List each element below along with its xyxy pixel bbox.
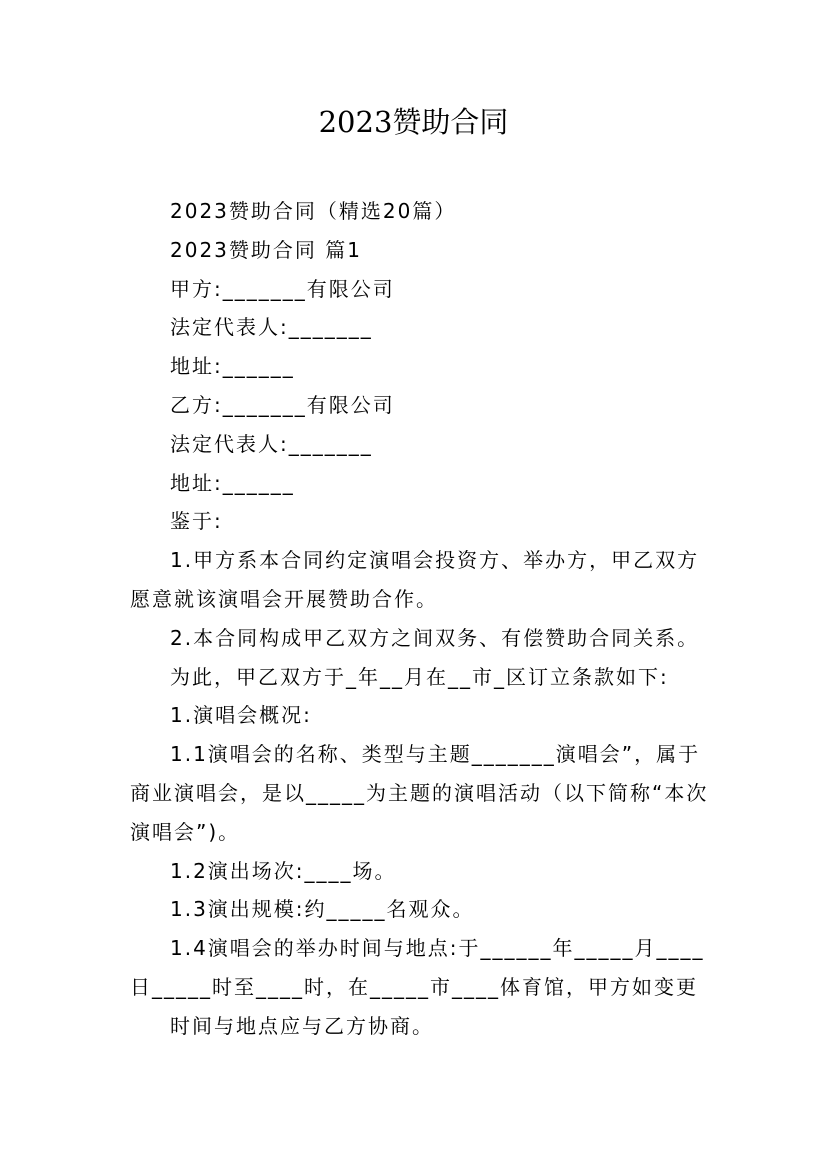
paragraph-party-b-representative: 法定代表人:_______ — [170, 431, 373, 456]
paragraph-clause: 2.本合同构成甲乙双方之间双务、有偿赞助合同关系。 — [170, 625, 700, 650]
paragraph-clause: 为此，甲乙双方于_年__月在__市_区订立条款如下: — [170, 664, 669, 689]
paragraph-party-b: 乙方:_______有限公司 — [170, 392, 395, 417]
paragraph-section-heading: 2023赞助合同 篇1 — [170, 237, 362, 262]
paragraph-clause: 1.4演唱会的举办时间与地点:于______年_____月____日_____时至____时，在_____市____体育馆，甲方如变更 — [130, 936, 705, 999]
document-title: 2023赞助合同 — [318, 105, 509, 139]
paragraph-clause: 1.2演出场次:____场。 — [170, 858, 397, 883]
paragraph-whereas: 鉴于: — [170, 509, 223, 534]
paragraph-clause: 1.演唱会概况: — [170, 703, 312, 728]
document-body — [130, 192, 710, 1046]
paragraph-subtitle: 2023赞助合同（精选20篇） — [170, 199, 457, 223]
paragraph-clause: 1.3演出规模:约_____名观众。 — [170, 897, 475, 922]
paragraph-clause: 1.甲方系本合同约定演唱会投资方、举办方，甲乙双方愿意就该演唱会开展赞助合作。 — [130, 548, 700, 611]
paragraph-party-b-address: 地址:______ — [170, 470, 295, 495]
paragraph-clause: 1.1演唱会的名称、类型与主题_______演唱会”，属于商业演唱会，是以_____为主题的演唱活动（以下简称“本次演唱会”)。 — [130, 742, 709, 844]
paragraph-party-a-address: 地址:______ — [170, 354, 295, 379]
paragraph-clause: 时间与地点应与乙方协商。 — [170, 1013, 434, 1038]
paragraph-party-a-representative: 法定代表人:_______ — [170, 315, 373, 340]
paragraph-party-a: 甲方:_______有限公司 — [170, 276, 395, 301]
